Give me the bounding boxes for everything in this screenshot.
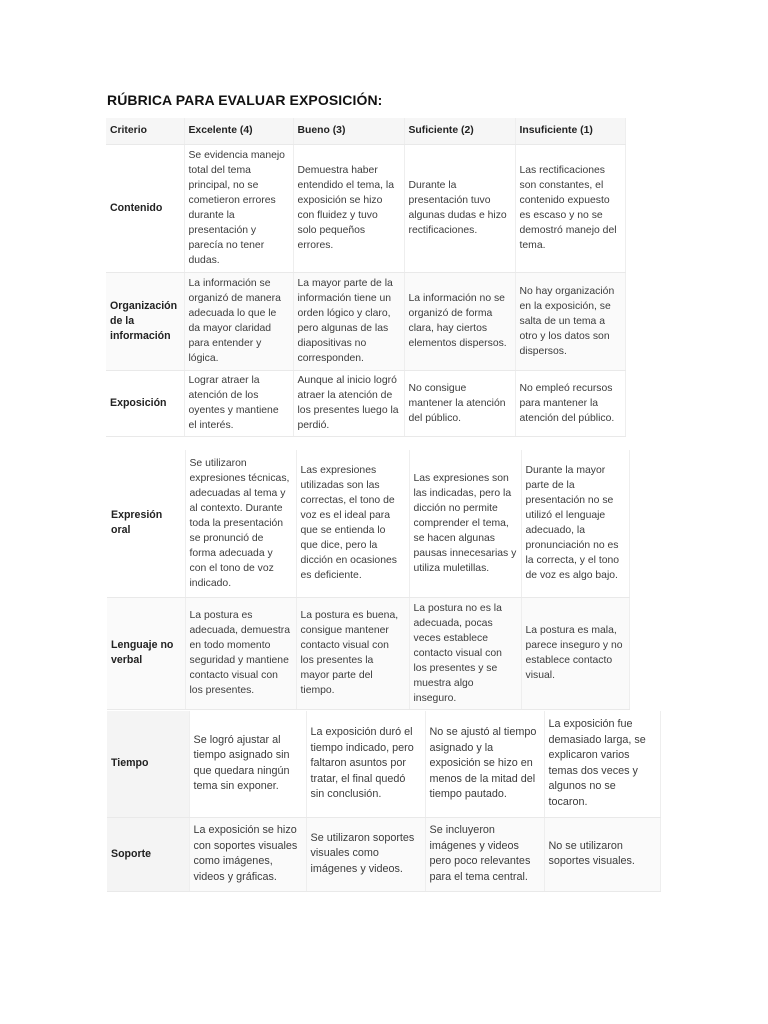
- level-cell: La postura no es la adecuada, pocas veces establece contacto visual con los presentes y se muestra algo inseguro.: [409, 597, 521, 709]
- level-cell: La exposición fue demasiado larga, se explicaron varios temas dos veces y algunos no se tocaron.: [544, 711, 660, 817]
- level-cell: Se logró ajustar al tiempo asignado sin que quedara ningún tema sin exponer.: [189, 711, 306, 817]
- header-suficiente: Suficiente (2): [404, 118, 515, 144]
- level-cell: Las expresiones utilizadas son las correctas, el tono de voz es el ideal para que se entienda lo que dice, pero la dicción en ocasiones es deficiente.: [296, 450, 409, 597]
- level-cell: Demuestra haber entendido el tema, la exposición se hizo con fluidez y tuvo solo pequeños errores.: [293, 144, 404, 272]
- level-cell: No hay organización en la exposición, se salta de un tema a otro y los datos son dispersos.: [515, 272, 625, 370]
- criterion-cell: Expresión oral: [107, 450, 185, 597]
- level-cell: La mayor parte de la información tiene un orden lógico y claro, pero algunas de las diapositivas no corresponden.: [293, 272, 404, 370]
- level-cell: Durante la mayor parte de la presentación no se utilizó el lenguaje adecuado, la pronunciación no es la correcta, y el tono de voz es algo bajo.: [521, 450, 629, 597]
- level-cell: No se ajustó al tiempo asignado y la exposición se hizo en menos de la mitad del tiempo pautado.: [425, 711, 544, 817]
- level-cell: Durante la presentación tuvo algunas dudas e hizo rectificaciones.: [404, 144, 515, 272]
- table-row: [107, 817, 660, 891]
- level-cell: Se utilizaron expresiones técnicas, adecuadas al tema y al contexto. Durante toda la presentación se pronunció de forma adecuada y con el tono de voz indicado.: [185, 450, 296, 597]
- level-cell: La postura es mala, parece inseguro y no establece contacto visual.: [521, 597, 629, 709]
- table-row: [106, 144, 625, 272]
- header-bueno: Bueno (3): [293, 118, 404, 144]
- header-criterio: Criterio: [106, 118, 184, 144]
- level-cell: La postura es adecuada, demuestra en todo momento seguridad y mantiene contacto visual con los presentes.: [185, 597, 296, 709]
- criterion-cell: Organización de la información: [106, 272, 184, 370]
- level-cell: No se utilizaron soportes visuales.: [544, 817, 660, 891]
- table-row: [106, 272, 625, 370]
- header-excelente: Excelente (4): [184, 118, 293, 144]
- header-row: [106, 118, 625, 144]
- level-cell: Aunque al inicio logró atraer la atención de los presentes luego la perdió.: [293, 370, 404, 436]
- level-cell: Lograr atraer la atención de los oyentes y mantiene el interés.: [184, 370, 293, 436]
- level-cell: La exposición se hizo con soportes visuales como imágenes, videos y gráficas.: [189, 817, 306, 891]
- level-cell: La información no se organizó de forma clara, hay ciertos elementos dispersos.: [404, 272, 515, 370]
- level-cell: No consigue mantener la atención del público.: [404, 370, 515, 436]
- table-row: [106, 370, 625, 436]
- level-cell: Se utilizaron soportes visuales como imágenes y videos.: [306, 817, 425, 891]
- level-cell: La información se organizó de manera adecuada lo que le da mayor claridad para entender y lógica.: [184, 272, 293, 370]
- level-cell: La exposición duró el tiempo indicado, pero faltaron asuntos por tratar, el final quedó sin conclusión.: [306, 711, 425, 817]
- criterion-cell: Tiempo: [107, 711, 189, 817]
- level-cell: La postura es buena, consigue mantener contacto visual con los presentes la mayor parte del tiempo.: [296, 597, 409, 709]
- page-title: RÚBRICA PARA EVALUAR EXPOSICIÓN:: [107, 92, 383, 108]
- table-row: [107, 450, 629, 597]
- rubric-table-part-3: [107, 711, 661, 892]
- level-cell: Las expresiones son las indicadas, pero la dicción no permite comprender el tema, se hacen algunas pausas innecesarias y utiliza muletillas.: [409, 450, 521, 597]
- rubric-table-part-1: [106, 118, 626, 437]
- rubric-table-part-2: [107, 450, 630, 710]
- criterion-cell: Contenido: [106, 144, 184, 272]
- criterion-cell: Exposición: [106, 370, 184, 436]
- table-row: [107, 597, 629, 709]
- header-insuficiente: Insuficiente (1): [515, 118, 625, 144]
- criterion-cell: Lenguaje no verbal: [107, 597, 185, 709]
- level-cell: No empleó recursos para mantener la atención del público.: [515, 370, 625, 436]
- table-row: [107, 711, 660, 817]
- level-cell: Se incluyeron imágenes y videos pero poco relevantes para el tema central.: [425, 817, 544, 891]
- criterion-cell: Soporte: [107, 817, 189, 891]
- level-cell: Se evidencia manejo total del tema principal, no se cometieron errores durante la presentación y parecía no tener dudas.: [184, 144, 293, 272]
- level-cell: Las rectificaciones son constantes, el contenido expuesto es escaso y no se demostró manejo del tema.: [515, 144, 625, 272]
